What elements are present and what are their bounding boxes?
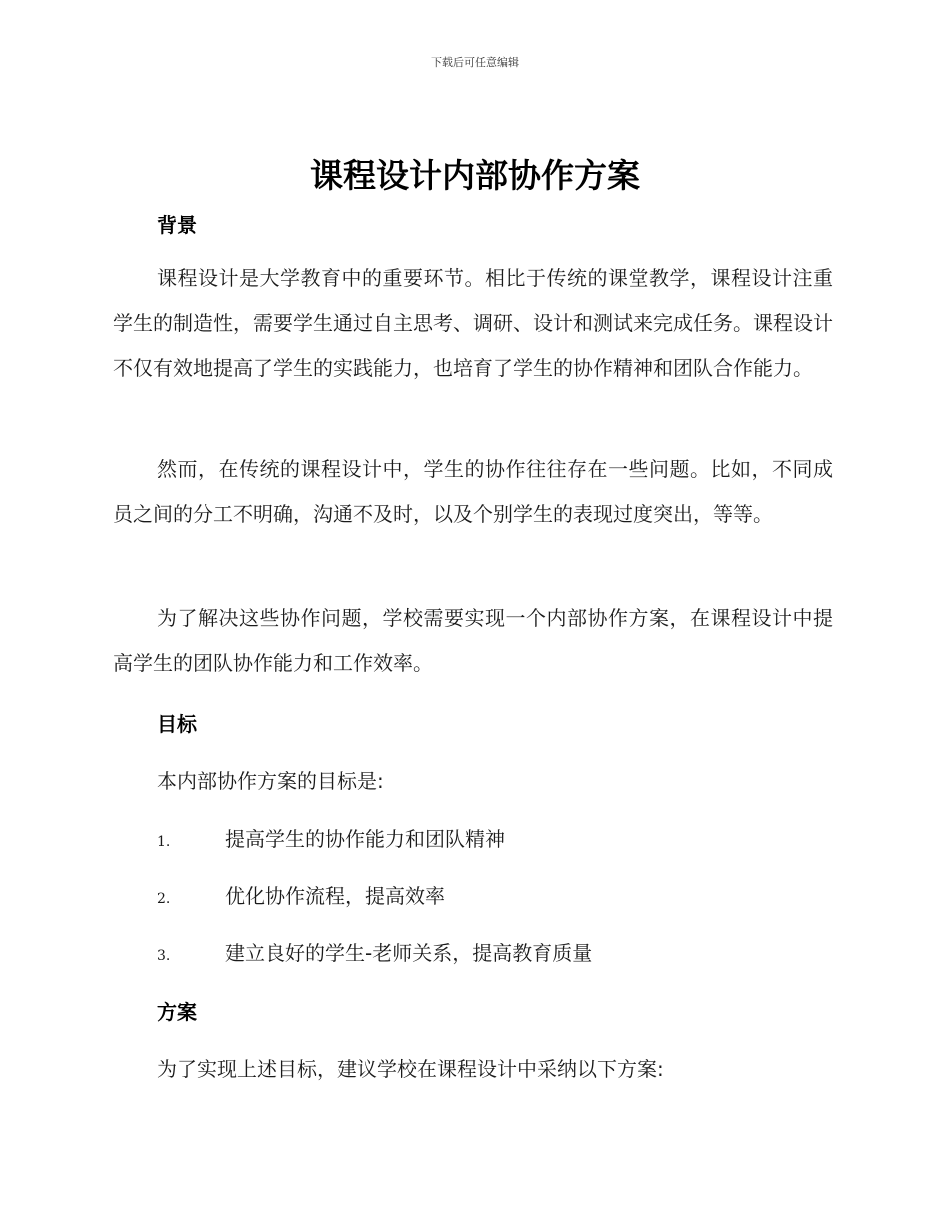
goals-intro: 本内部协作方案的目标是: [157,769,384,793]
list-item-text: 建立良好的学生-老师关系，提高教育质量 [225,941,593,965]
background-paragraph-3: 为了解决这些协作问题，学校需要实现一个内部协作方案，在课程设计中提高学生的团队协作能力和工作效率。 [113,606,833,675]
goal-list-item [157,937,592,966]
section-heading-goals: 目标 [157,712,197,736]
list-item-text: 优化协作流程，提高效率 [225,884,445,908]
page-header-note: 下载后可任意编辑 [431,56,519,69]
plan-intro: 为了实现上述目标，建议学校在课程设计中采纳以下方案: [157,1057,664,1081]
section-heading-background: 背景 [157,213,197,237]
section-heading-plan: 方案 [157,1000,197,1024]
list-number: 1. [157,834,171,850]
list-number: 3. [157,948,171,964]
list-item-text: 提高学生的协作能力和团队精神 [225,827,505,851]
goal-list-item [157,823,505,852]
background-paragraph-2: 然而，在传统的课程设计中，学生的协作往往存在一些问题。比如，不同成员之间的分工不明确，沟通不及时，以及个别学生的表现过度突出，等等。 [113,457,833,526]
document-title: 课程设计内部协作方案 [310,156,640,195]
goal-list-item [157,880,445,909]
background-paragraph-1: 课程设计是大学教育中的重要环节。相比于传统的课堂教学，课程设计注重学生的制造性，需要学生通过自主思考、调研、设计和测试来完成任务。课程设计不仅有效地提高了学生的实践能力，也培育了学生的协作精神和团队合作能力。 [113,266,833,380]
list-number: 2. [157,891,171,907]
